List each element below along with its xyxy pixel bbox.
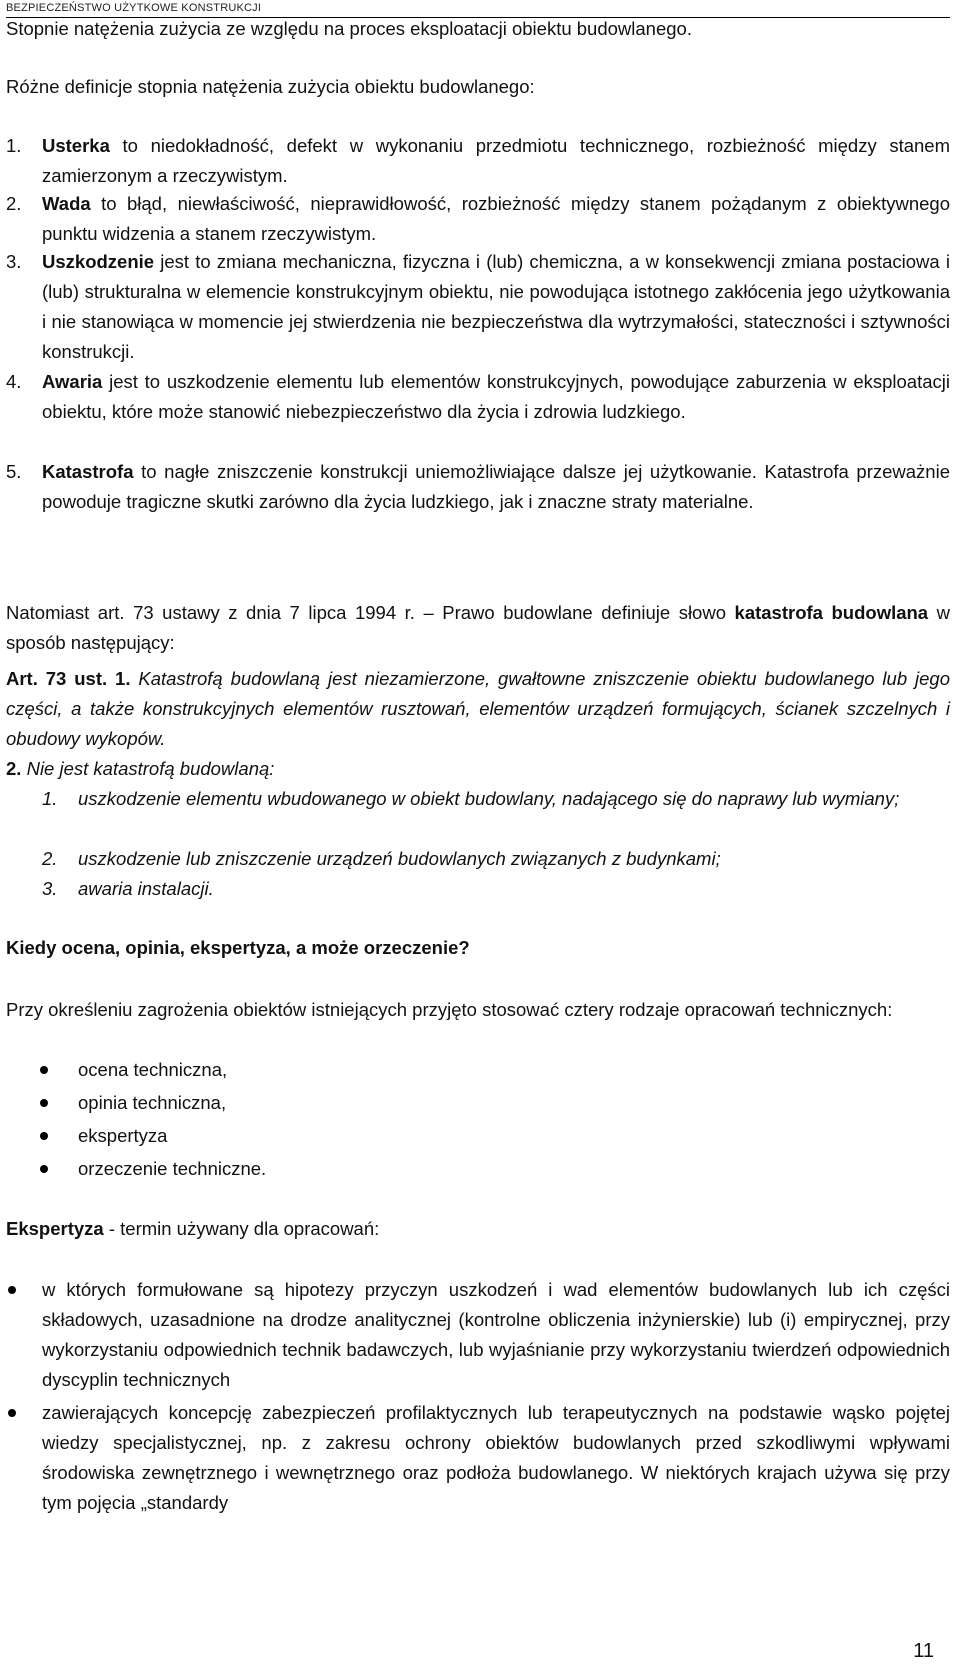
bullet-dot bbox=[40, 1099, 48, 1107]
assessment-paragraph: Przy określeniu zagrożenia obiektów istniejących przyjęto stosować cztery rodzaje opracowań technicznych: bbox=[6, 999, 893, 1020]
definition-text: jest to uszkodzenie elementu lub elementów konstrukcyjnych, powodujące zaburzenia w eksploatacji obiektu, które może stanowić niebezpieczeństwo dla życia i zdrowia ludzkiego. bbox=[42, 371, 950, 422]
exclusion-number: 2. bbox=[42, 848, 58, 869]
law-intro-text: Natomiast art. 73 ustawy z dnia 7 lipca 1994 r. – Prawo budowlane definiuje słowo bbox=[6, 602, 735, 623]
bullet-text: zawierających koncepcję zabezpieczeń profilaktycznych lub terapeutycznych na podstawie wąsko pojętej wiedzy specjalistycznej, np. z zakresu ochrony obiektów budowlanych przed szkodliwymi wpływami środowiska zewnętrznego i wewnętrznego oraz podłoża budowlanego. W niektórych krajach używa się przy tym pojęcia „standardy bbox=[42, 1402, 950, 1513]
exclusion-item bbox=[42, 844, 950, 874]
assessment-bullet bbox=[6, 1121, 950, 1151]
definition-text: to błąd, niewłaściwość, nieprawidłowość, rozbieżność między stanem pożądanym z obiektywnego punktu widzenia a stanem rzeczywistym. bbox=[42, 193, 950, 244]
bullet-text: orzeczenie techniczne. bbox=[78, 1158, 267, 1179]
exclusion-text: awaria instalacji. bbox=[78, 878, 214, 899]
bullet-dot bbox=[40, 1132, 48, 1140]
definition-term: Wada bbox=[42, 193, 91, 214]
law-intro-tail: w sposób następujący: bbox=[6, 602, 950, 653]
running-header: BEZPIECZEŃSTWO UŻYTKOWE KONSTRUKCJI bbox=[6, 2, 262, 14]
definition-number: 5. bbox=[6, 461, 22, 482]
definition-item bbox=[6, 131, 950, 191]
assessment-bullet bbox=[6, 1154, 950, 1184]
definition-item bbox=[6, 189, 950, 249]
expertise-bullet bbox=[6, 1275, 950, 1395]
bullet-dot bbox=[40, 1066, 48, 1074]
definition-text: to nagłe zniszczenie konstrukcji uniemożliwiające dalsze jej użytkowanie. Katastrofa przeważnie powoduje tragiczne skutki zarówno dla życia ludzkiego, jak i znaczne straty materialne. bbox=[42, 461, 950, 512]
intro-line-1: Stopnie natężenia zużycia ze względu na proces eksploatacji obiektu budowlanego. bbox=[6, 18, 692, 39]
exclusion-number: 3. bbox=[42, 878, 58, 899]
bullet-dot bbox=[40, 1165, 48, 1173]
exclusion-item bbox=[42, 784, 950, 814]
exclusion-item bbox=[42, 874, 950, 904]
expertise-bullet bbox=[6, 1398, 950, 1518]
article-text: Katastrofą budowlaną jest niezamierzone, gwałtowne zniszczenie obiektu budowlanego lub jego części, a także konstrukcyjnych elementów rusztowań, elementów urządzeń formujących, ścianek szczelnych i obudowy wykopów. bbox=[6, 668, 950, 749]
intro-line-2: Różne definicje stopnia natężenia zużycia obiektu budowlanego: bbox=[6, 76, 535, 97]
definition-item bbox=[6, 367, 950, 427]
article-point-text: Nie jest katastrofą budowlaną: bbox=[21, 758, 275, 779]
definition-term: Katastrofa bbox=[42, 461, 134, 482]
article-point-2 bbox=[6, 754, 950, 784]
bullet-dot bbox=[8, 1409, 16, 1417]
bullet-dot bbox=[8, 1286, 16, 1294]
definition-term: Usterka bbox=[42, 135, 110, 156]
definition-item bbox=[6, 457, 950, 517]
assessment-bullet bbox=[6, 1088, 950, 1118]
bullet-text: ekspertyza bbox=[78, 1125, 168, 1146]
exclusion-text: uszkodzenie elementu wbudowanego w obiekt budowlany, nadającego się do naprawy lub wymiany; bbox=[78, 788, 900, 809]
law-intro-paragraph bbox=[6, 598, 950, 658]
definition-text: to niedokładność, defekt w wykonaniu przedmiotu technicznego, rozbieżność między stanem zamierzonym a rzeczywistym. bbox=[42, 135, 950, 186]
article-paragraph bbox=[6, 664, 950, 754]
bullet-text: ocena techniczna, bbox=[78, 1059, 228, 1080]
document-page bbox=[6, 0, 950, 1676]
definition-number: 2. bbox=[6, 193, 22, 214]
exclusion-text: uszkodzenie lub zniszczenie urządzeń budowlanych związanych z budynkami; bbox=[78, 848, 721, 869]
expertise-text: - termin używany dla opracowań: bbox=[103, 1218, 380, 1239]
definition-item bbox=[6, 247, 950, 367]
definition-number: 1. bbox=[6, 135, 22, 156]
law-term: katastrofa budowlana bbox=[734, 602, 929, 623]
bullet-text: opinia techniczna, bbox=[78, 1092, 227, 1113]
exclusion-number: 1. bbox=[42, 788, 58, 809]
article-label: Art. 73 ust. 1. bbox=[6, 668, 131, 689]
definition-term: Awaria bbox=[42, 371, 103, 392]
article-point-number: 2. bbox=[6, 758, 22, 779]
section-question: Kiedy ocena, opinia, ekspertyza, a może orzeczenie? bbox=[6, 937, 470, 958]
definition-number: 4. bbox=[6, 371, 22, 392]
expertise-term: Ekspertyza bbox=[6, 1218, 104, 1239]
assessment-bullet bbox=[6, 1055, 950, 1085]
definition-number: 3. bbox=[6, 251, 22, 272]
definition-term: Uszkodzenie bbox=[42, 251, 155, 272]
expertise-heading bbox=[6, 1214, 950, 1244]
page-number: 11 bbox=[913, 1640, 934, 1662]
bullet-text: w których formułowane są hipotezy przyczyn uszkodzeń i wad elementów budowlanych lub ich części składowych, uzasadnione na drodze analitycznej (kontrolne obliczenia inżynierskie) lub (i) empirycznej, przy wykorzystaniu odpowiednich technik badawczych, lub wyjaśnianie przy wykorzystaniu twierdzeń odpowiednich dyscyplin technicznych bbox=[42, 1279, 950, 1390]
definition-text: jest to zmiana mechaniczna, fizyczna i (lub) chemiczna, a w konsekwencji zmiana postaciowa i (lub) strukturalna w elemencie konstrukcyjnym obiektu, nie powodująca istotnego zakłócenia jego użytkowania i nie stanowiąca w momencie jej stwierdzenia nie bezpieczeństwa dla wytrzymałości, stateczności i sztywności konstrukcji. bbox=[42, 251, 950, 362]
